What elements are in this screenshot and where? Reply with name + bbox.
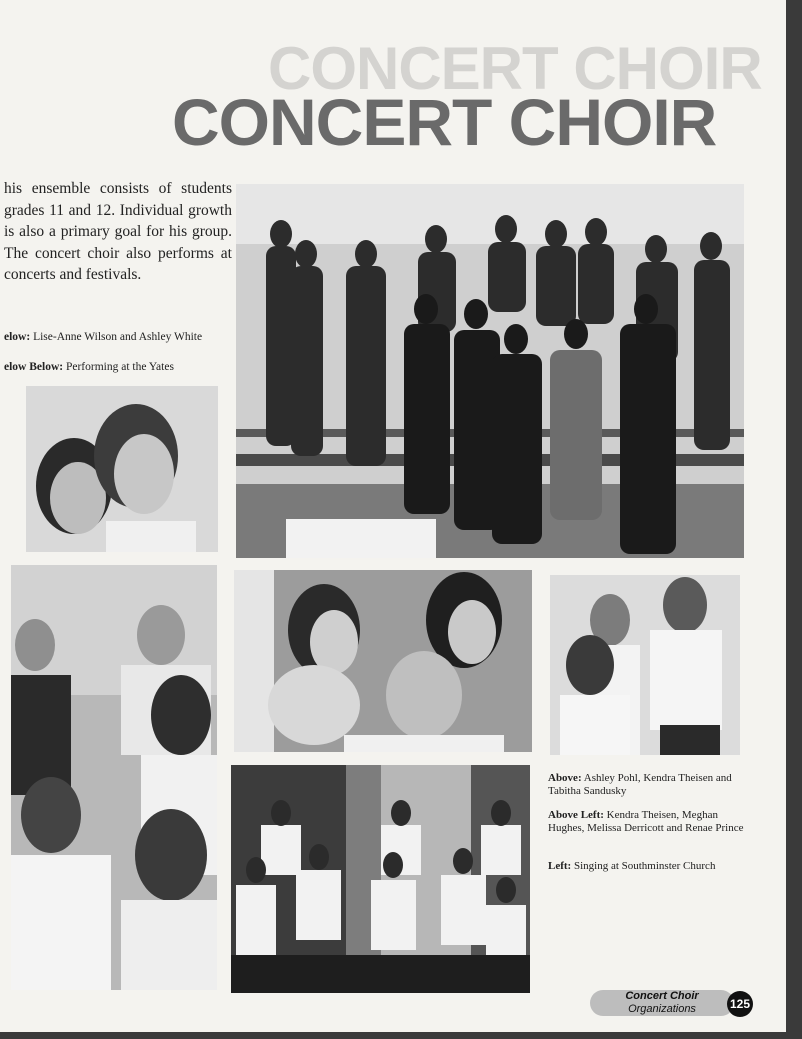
- caption-above-left-text: Kendra Theisen, Meghan Hughes, Melissa Derricott and Renae Prince: [548, 809, 744, 834]
- group-photo-risers: [236, 184, 744, 558]
- caption-left-label: Left:: [548, 860, 572, 872]
- caption-above-label: Above:: [548, 772, 582, 784]
- photo-ashley-kendra-tabitha: [550, 575, 740, 755]
- caption-below-label: elow:: [4, 331, 31, 343]
- caption-left: [548, 860, 748, 873]
- photo-kendra-meghan-melissa-renae: [234, 570, 532, 752]
- footer-section: Concert Choir: [625, 990, 699, 1002]
- intro-paragraph: his ensemble consists of students grades 11 and 12. Individual growth is also a primary goal for his group. The concert choir also performs at concerts and festivals.: [4, 180, 232, 283]
- photo-performing-yates: [11, 565, 217, 990]
- caption-above-left: [548, 809, 748, 835]
- caption-below-below-label: elow Below:: [4, 361, 64, 373]
- photo-lise-anne-ashley: [26, 386, 218, 552]
- caption-below-below-text: Performing at the Yates: [63, 361, 174, 373]
- page-title: CONCERT CHOIR: [172, 85, 717, 159]
- caption-above-left-label: Above Left:: [548, 809, 604, 821]
- caption-left-text: Singing at Southminster Church: [571, 860, 716, 872]
- photo-southminster-church: [231, 765, 530, 993]
- caption-above: [548, 772, 748, 798]
- caption-below-below: [4, 360, 174, 374]
- footer-category: Organizations: [628, 1003, 696, 1015]
- shadow-title: CONCERT CHOIR: [268, 35, 762, 102]
- caption-below-text: Lise-Anne Wilson and Ashley White: [30, 331, 203, 343]
- caption-below: [4, 330, 202, 344]
- caption-above-text: Ashley Pohl, Kendra Theisen and Tabitha Sandusky: [548, 772, 732, 797]
- page-number: 125: [727, 991, 753, 1017]
